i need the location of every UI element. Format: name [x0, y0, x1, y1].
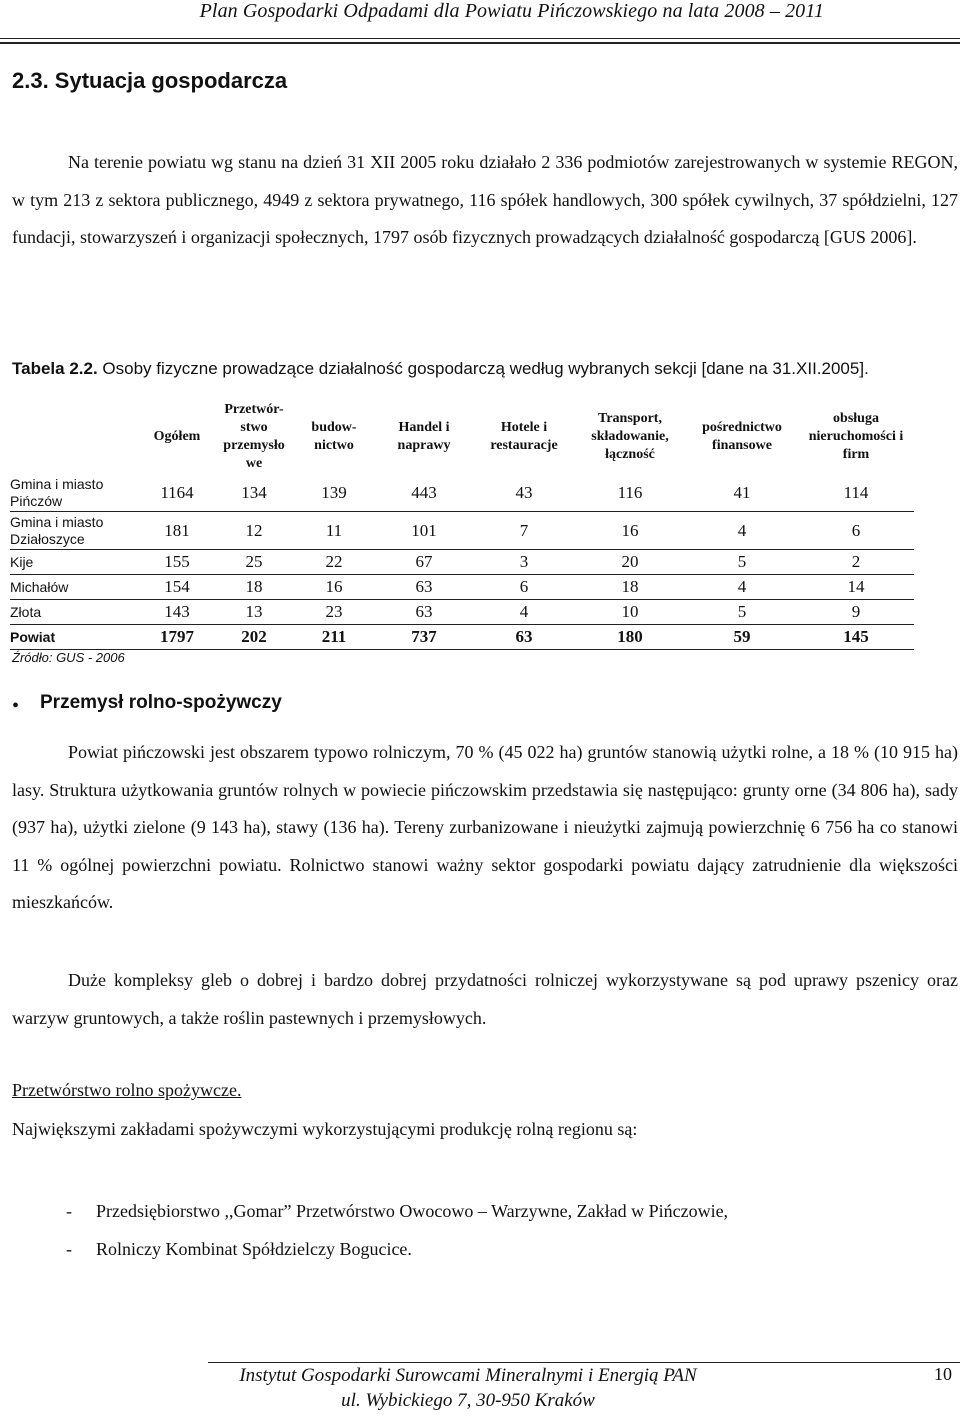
table-cell: 14 [798, 575, 914, 600]
footer-institute: Instytut Gospodarki Surowcami Mineralnymi i Energią PAN [239, 1365, 697, 1386]
table-caption-text: Osoby fizyczne prowadzące działalność gospodarczą według wybranych sekcji [dane na 31.XII.2005]. [97, 359, 869, 378]
table-cell: 3 [474, 550, 574, 575]
table-cell: 25 [214, 550, 294, 575]
table-cell: 5 [686, 550, 798, 575]
paragraph-agriculture: Powiat pińczowski jest obszarem typowo rolniczym, 70 % (45 022 ha) gruntów stanowią użytki rolne, a 18 % (10 915 ha) lasy. Struktura użytkowania gruntów rolnych w powiecie pińczowskim przedstawia się następująco: grunty orne (34 806 ha), sady (937 ha), użytki zielone (9 143 ha), stawy (136 ha). Tereny zurbanizowane i nieużytki zajmują powierzchnię 6 756 ha co stanowi 11 % ogólnej powierzchni powiatu. Rolnictwo stanowi ważny sektor gospodarki powiatu dający zatrudnienie dla większości mieszkańców. [12, 742, 958, 912]
business-table [10, 400, 914, 650]
table-caption-label: Tabela 2.2. [12, 359, 98, 378]
col-header: Transport, składowanie, łączność [591, 411, 669, 462]
row-label: Kije [10, 550, 140, 575]
table-corner [10, 400, 140, 474]
row-label: Michałów [10, 575, 140, 600]
table-cell: 202 [214, 625, 294, 650]
page-number: 10 [934, 1364, 952, 1384]
list-item [66, 1230, 728, 1268]
table-cell: 116 [617, 482, 643, 502]
table-cell: 143 [140, 600, 214, 625]
paragraph-soils: Duże kompleksy gleb o dobrej i bardzo dobrej przydatności rolniczej wykorzystywane są pod uprawy pszenicy oraz warzyw gruntowych, a także roślin pastewnych i przemysłowych. [12, 970, 958, 1028]
table-cell: 41 [733, 482, 751, 502]
table-cell: 20 [574, 550, 686, 575]
bullet-heading: Przemysł rolno-spożywczy [40, 692, 282, 713]
row-label: Złota [10, 600, 140, 625]
col-header: Ogółem [153, 429, 201, 444]
table-cell: 737 [374, 625, 474, 650]
table-cell: 181 [140, 512, 214, 550]
footer-rule [208, 1362, 960, 1363]
table-row [10, 512, 914, 550]
table-cell: 18 [214, 575, 294, 600]
list-item [66, 1192, 728, 1230]
table-cell: 154 [140, 575, 214, 600]
table-cell: 211 [294, 625, 374, 650]
table-row [10, 600, 914, 625]
paragraph-regon: Na terenie powiatu wg stanu na dzień 31 XII 2005 roku działało 2 336 podmiotów zarejestrowanych w systemie REGON, w tym 213 z sektora publicznego, 4949 z sektora prywatnego, 116 spółek handlowych, 300 spółek cywilnych, 37 spółdzielni, 127 fundacji, stowarzyszeń i organizacji społecznych, 1797 osób fizycznych prowadzących działalność gospodarczą [GUS 2006]. [12, 152, 958, 247]
section-title: 2.3. Sytuacja gospodarcza [12, 68, 288, 93]
list-item-text: Rolniczy Kombinat Spółdzielczy Bogucice. [96, 1239, 412, 1259]
header-rule-thick [0, 42, 960, 44]
plants-list [66, 1192, 728, 1268]
table-cell: 12 [214, 512, 294, 550]
table-cell: 16 [574, 512, 686, 550]
table-cell: 13 [214, 600, 294, 625]
table-cell: 63 [374, 600, 474, 625]
col-header: Hotele i restauracje [490, 420, 558, 453]
table-cell: 101 [374, 512, 474, 550]
table-cell: 134 [241, 482, 267, 502]
table-cell: 4 [686, 512, 798, 550]
table-header-row [10, 400, 914, 474]
table-cell: 11 [294, 512, 374, 550]
table-cell: 23 [294, 600, 374, 625]
table-cell: 67 [374, 550, 474, 575]
table-source: Źródło: GUS - 2006 [12, 650, 125, 665]
table-cell: 4 [686, 575, 798, 600]
table-row [10, 474, 914, 512]
table-cell: 59 [686, 625, 798, 650]
table-cell: 139 [321, 482, 347, 502]
table-cell: 7 [474, 512, 574, 550]
row-label: Powiat [10, 625, 140, 650]
col-header: obsługa nieruchomości i firm [808, 411, 904, 462]
table-cell: 6 [798, 512, 914, 550]
table-cell: 63 [474, 625, 574, 650]
running-header: Plan Gospodarki Odpadami dla Powiatu Pińczowskiego na lata 2008 – 2011 [199, 0, 824, 22]
table-cell: 43 [515, 482, 533, 502]
dash-icon: - [66, 1239, 72, 1259]
col-header: budow-nictwo [311, 420, 357, 453]
row-label: Gmina i miasto Działoszyce [10, 512, 140, 550]
table-cell: 63 [374, 575, 474, 600]
table-cell: 6 [474, 575, 574, 600]
table-cell: 16 [294, 575, 374, 600]
row-label: Gmina i miasto Pińczów [10, 475, 104, 509]
bullet-icon: • [12, 695, 20, 717]
subheading: Przetwórstwo rolno spożywcze. [12, 1080, 242, 1100]
header-rule [0, 38, 960, 39]
table-cell: 10 [574, 600, 686, 625]
table-cell: 145 [798, 625, 914, 650]
table-cell: 1164 [160, 482, 194, 502]
table-cell: 9 [798, 600, 914, 625]
table-cell: 1797 [140, 625, 214, 650]
table-cell: 5 [686, 600, 798, 625]
list-item-text: Przedsiębiorstwo ,,Gomar” Przetwórstwo Owocowo – Warzywne, Zakład w Pińczowie, [96, 1201, 729, 1221]
col-header: pośrednictwo finansowe [702, 420, 782, 453]
table-row [10, 550, 914, 575]
table-row [10, 575, 914, 600]
table-cell: 114 [843, 482, 869, 502]
table-cell: 2 [798, 550, 914, 575]
table-total-row [10, 625, 914, 650]
table-cell: 4 [474, 600, 574, 625]
table-cell: 443 [411, 482, 437, 502]
table-cell: 155 [140, 550, 214, 575]
list-intro: Największymi zakładami spożywczymi wykorzystującymi produkcję rolną regionu są: [12, 1119, 638, 1139]
dash-icon: - [66, 1201, 72, 1221]
table-cell: 180 [574, 625, 686, 650]
col-header: Handel i naprawy [397, 420, 451, 453]
table-caption [12, 359, 869, 379]
footer-address: ul. Wybickiego 7, 30-950 Kraków [341, 1390, 595, 1411]
table-cell: 18 [574, 575, 686, 600]
table-cell: 22 [294, 550, 374, 575]
col-header: Przetwór-stwo przemysło we [223, 402, 285, 471]
